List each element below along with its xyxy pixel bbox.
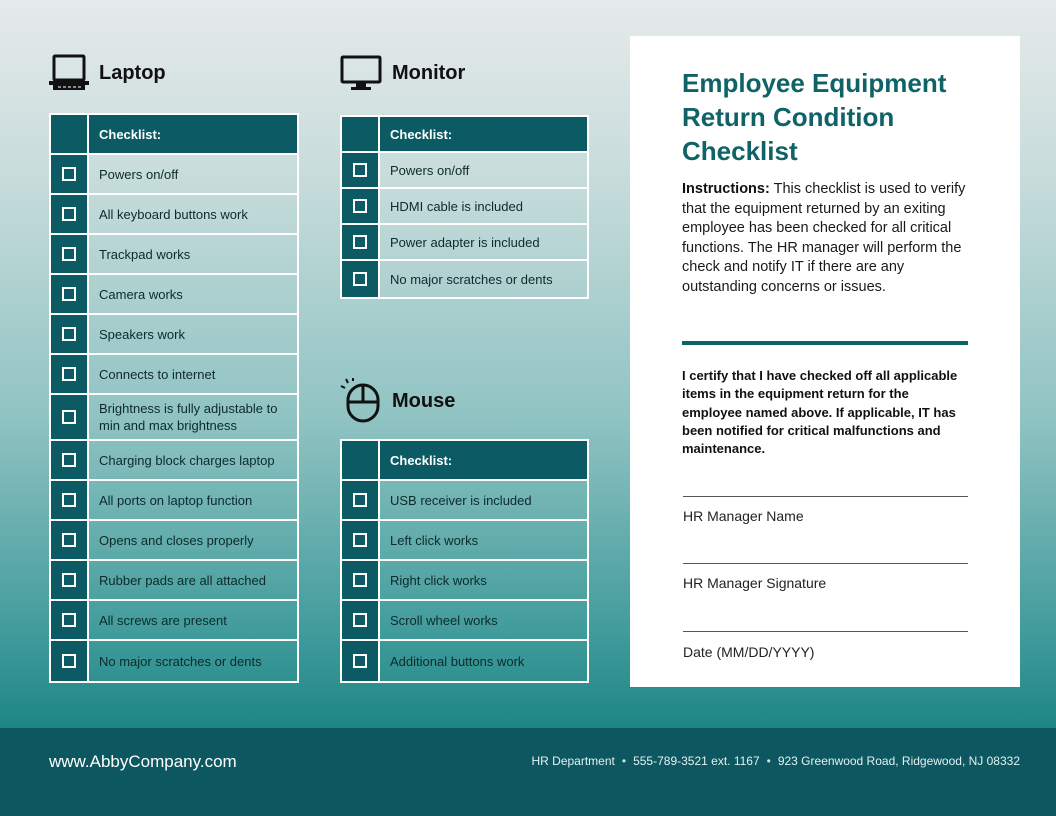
- checklist-item-label: Opens and closes properly: [99, 532, 254, 548]
- checklist-row: [342, 561, 587, 601]
- checkbox-cell: [51, 561, 89, 599]
- monitor-icon: [340, 54, 382, 92]
- checklist-row: [51, 315, 297, 355]
- checkbox[interactable]: [62, 654, 76, 668]
- checklist-header-row: [342, 441, 587, 481]
- checkbox[interactable]: [62, 247, 76, 261]
- checkbox-cell: [342, 481, 380, 519]
- checkbox-cell: [342, 153, 380, 187]
- checklist-item-label: Brightness is fully adjustable to min and max brightness: [99, 401, 278, 433]
- checklist-item-label: HDMI cable is included: [390, 198, 523, 214]
- checkbox-cell: [342, 521, 380, 559]
- phone: 555-789-3521 ext. 1167: [633, 754, 760, 768]
- date-line[interactable]: [683, 631, 968, 632]
- checklist-item-label: No major scratches or dents: [99, 653, 262, 669]
- checkbox-cell: [51, 521, 89, 559]
- header-blank-cell: [51, 115, 89, 153]
- monitor-title: Monitor: [392, 61, 466, 84]
- laptop-checklist-table: [49, 113, 299, 683]
- checkbox-cell: [51, 155, 89, 193]
- checkbox-cell: [342, 561, 380, 599]
- checkbox[interactable]: [353, 272, 367, 286]
- checklist-item-label: Left click works: [390, 532, 479, 548]
- checklist-row: [342, 225, 587, 261]
- checklist-row: [342, 521, 587, 561]
- checkbox[interactable]: [62, 533, 76, 547]
- checklist-item-label: All ports on laptop function: [99, 492, 253, 508]
- checklist-header-row: [342, 117, 587, 153]
- checklist-row: [51, 355, 297, 395]
- contact-info: [532, 754, 1021, 768]
- hr-manager-signature-label: HR Manager Signature: [683, 575, 827, 591]
- monitor-checklist-table: [340, 115, 589, 299]
- checkbox[interactable]: [353, 613, 367, 627]
- checkbox-cell: [51, 441, 89, 479]
- checklist-item-label: Speakers work: [99, 326, 185, 342]
- checklist-row: [51, 395, 297, 441]
- checklist-item-label: Additional buttons work: [390, 653, 525, 669]
- divider: [682, 341, 968, 345]
- department: HR Department: [531, 754, 615, 768]
- checklist-header-row: [51, 115, 297, 155]
- checklist-row: [51, 235, 297, 275]
- hr-manager-name-line[interactable]: [683, 496, 968, 497]
- checklist-row: [51, 155, 297, 195]
- laptop-title: Laptop: [99, 61, 166, 84]
- checkbox-cell: [342, 261, 380, 297]
- checkbox-cell: [342, 225, 380, 259]
- checkbox-cell: [342, 641, 380, 681]
- mouse-checklist-table: [340, 439, 589, 683]
- checklist-row: [51, 561, 297, 601]
- checkbox-cell: [51, 481, 89, 519]
- checklist-item-label: Connects to internet: [99, 366, 216, 382]
- checklist-row: [51, 521, 297, 561]
- checkbox[interactable]: [62, 613, 76, 627]
- checklist-item-label: Rubber pads are all attached: [99, 572, 266, 588]
- checklist-item-label: Scroll wheel works: [390, 612, 498, 628]
- checklist-header: Checklist:: [89, 115, 297, 153]
- hr-manager-signature-line[interactable]: [683, 563, 968, 564]
- checkbox[interactable]: [353, 654, 367, 668]
- checkbox-cell: [51, 395, 89, 439]
- checklist-row: [51, 641, 297, 681]
- hr-manager-name-label: HR Manager Name: [683, 508, 804, 524]
- checklist-item-label: Trackpad works: [99, 246, 191, 262]
- checklist-header: Checklist:: [380, 117, 587, 151]
- checklist-item-label: Powers on/off: [99, 166, 179, 182]
- checkbox-cell: [51, 601, 89, 639]
- checkbox[interactable]: [353, 533, 367, 547]
- checklist-item-label: All screws are present: [99, 612, 227, 628]
- checkbox[interactable]: [62, 207, 76, 221]
- checkbox[interactable]: [62, 573, 76, 587]
- checklist-item-label: USB receiver is included: [390, 492, 532, 508]
- checkbox[interactable]: [62, 367, 76, 381]
- checklist-row: [51, 481, 297, 521]
- checkbox-cell: [51, 275, 89, 313]
- document-title: Employee Equipment Return Condition Checklist: [682, 68, 947, 166]
- checklist-item-label: Powers on/off: [390, 162, 470, 178]
- checklist-row: [51, 601, 297, 641]
- checklist-row: [342, 601, 587, 641]
- header-blank-cell: [342, 117, 380, 151]
- info-panel: [630, 36, 1020, 687]
- checklist-row: [51, 275, 297, 315]
- separator: •: [621, 754, 627, 768]
- instructions: [682, 180, 972, 298]
- checklist-row: [51, 195, 297, 235]
- laptop-icon: [49, 54, 89, 92]
- mouse-title: Mouse: [392, 389, 456, 412]
- mouse-section-header: [340, 378, 455, 424]
- checkbox[interactable]: [353, 493, 367, 507]
- checkbox[interactable]: [353, 199, 367, 213]
- checklist-row: [51, 441, 297, 481]
- checkbox[interactable]: [62, 327, 76, 341]
- checkbox-cell: [342, 189, 380, 223]
- checkbox[interactable]: [353, 235, 367, 249]
- checklist-header: Checklist:: [380, 441, 587, 479]
- checklist-item-label: No major scratches or dents: [390, 271, 553, 287]
- laptop-section-header: [49, 54, 166, 92]
- separator: •: [766, 754, 771, 768]
- instructions-text: This checklist is used to verify that the equipment returned by an exiting employee has been checked for all critical functions. The HR manager will perform the check and notify IT if there are any outstanding concerns or issues.: [682, 181, 966, 295]
- checkbox-cell: [51, 641, 89, 681]
- checkbox[interactable]: [62, 493, 76, 507]
- checkbox[interactable]: [62, 287, 76, 301]
- checkbox-cell: [51, 195, 89, 233]
- header-blank-cell: [342, 441, 380, 479]
- checklist-item-label: Right click works: [390, 572, 487, 588]
- mouse-icon: [340, 378, 382, 424]
- checkbox[interactable]: [62, 453, 76, 467]
- checklist-item-label: Charging block charges laptop: [99, 452, 275, 468]
- checklist-item-label: Power adapter is included: [390, 234, 540, 250]
- checklist-row: [342, 189, 587, 225]
- certification-text: I certify that I have checked off all applicable items in the equipment return for the employee named above. If applicable, IT has been notified for critical malfunctions and maintenance.: [682, 368, 958, 457]
- date-label: Date (MM/DD/YYYY): [683, 644, 815, 660]
- checkbox[interactable]: [353, 163, 367, 177]
- checkbox-cell: [342, 601, 380, 639]
- checklist-item-label: All keyboard buttons work: [99, 206, 248, 222]
- address: 923 Greenwood Road, Ridgewood, NJ 08332: [777, 754, 1020, 768]
- monitor-section-header: [340, 54, 465, 92]
- checklist-item-label: Camera works: [99, 286, 183, 302]
- checklist-row: [342, 153, 587, 189]
- instructions-label: Instructions:: [682, 181, 770, 197]
- checklist-row: [342, 481, 587, 521]
- checkbox[interactable]: [353, 573, 367, 587]
- website-link[interactable]: www.AbbyCompany.com: [49, 752, 237, 771]
- checkbox-cell: [51, 355, 89, 393]
- checkbox-cell: [51, 235, 89, 273]
- checkbox-cell: [51, 315, 89, 353]
- checklist-row: [342, 261, 587, 297]
- checkbox[interactable]: [62, 410, 76, 424]
- checklist-row: [342, 641, 587, 681]
- checkbox[interactable]: [62, 167, 76, 181]
- footer: [0, 728, 1056, 816]
